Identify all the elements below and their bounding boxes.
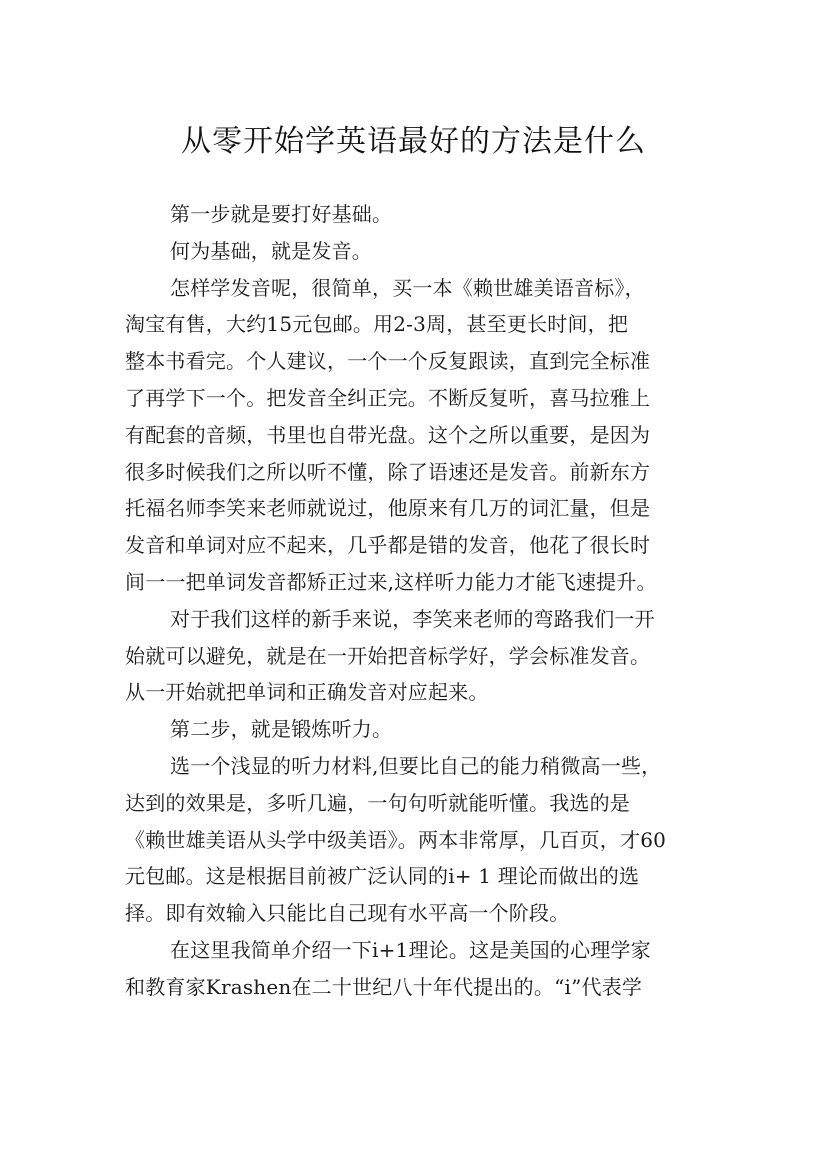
body-line: 和教育家Krashen在二十世纪八十年代提出的。“i”代表学 — [125, 974, 643, 999]
body-line: 达到的效果是，多听几遍，一句句听就能听懂。我选的是 — [125, 790, 630, 815]
body-line: 整本书看完。个人建议，一个一个反复跟读，直到完全标准 — [125, 349, 651, 374]
body-line: 何为基础，就是发音。 — [170, 238, 372, 263]
document-title: 从零开始学英语最好的方法是什么 — [181, 124, 646, 160]
body-line: 对于我们这样的新手来说，李笑来老师的弯路我们一开 — [170, 606, 655, 631]
body-line: 间一一把单词发音都矫正过来,这样听力能力才能飞速提升。 — [125, 569, 657, 594]
body-line: 很多时候我们之所以听不懂，除了语速还是发音。前新东方 — [125, 459, 651, 484]
body-line: 在这里我简单介绍一下i+1理论。这是美国的心理学家 — [170, 937, 651, 962]
document-body — [125, 196, 715, 1006]
body-line: 从一开始就把单词和正确发音对应起来。 — [125, 680, 489, 705]
body-line: 择。即有效输入只能比自己现有水平高一个阶段。 — [125, 901, 570, 926]
body-line: 选一个浅显的听力材料,但要比自己的能力稍微高一些， — [170, 753, 662, 778]
body-line: 有配套的音频，书里也自带光盘。这个之所以重要，是因为 — [125, 422, 651, 447]
body-line: 《赖世雄美语从头学中级美语》。两本非常厚，几百页，才60 — [125, 827, 667, 852]
body-line: 第二步，就是锻炼听力。 — [170, 717, 393, 742]
body-line: 淘宝有售，大约15元包邮。用2-3周，甚至更长时间，把 — [125, 312, 629, 337]
body-line: 始就可以避免，就是在一开始把音标学好，学会标准发音。 — [125, 643, 651, 668]
body-line: 托福名师李笑来老师就说过，他原来有几万的词汇量，但是 — [125, 496, 651, 521]
body-line: 怎样学发音呢，很简单，买一本《赖世雄美语音标》， — [170, 275, 645, 300]
body-line: 了再学下一个。把发音全纠正完。不断反复听，喜马拉雅上 — [125, 385, 651, 410]
body-line: 第一步就是要打好基础。 — [170, 202, 393, 226]
body-line: 发音和单词对应不起来，几乎都是错的发音，他花了很长时 — [125, 533, 651, 558]
body-line: 元包邮。这是根据目前被广泛认同的i+ 1 理论而做出的选 — [125, 864, 640, 889]
